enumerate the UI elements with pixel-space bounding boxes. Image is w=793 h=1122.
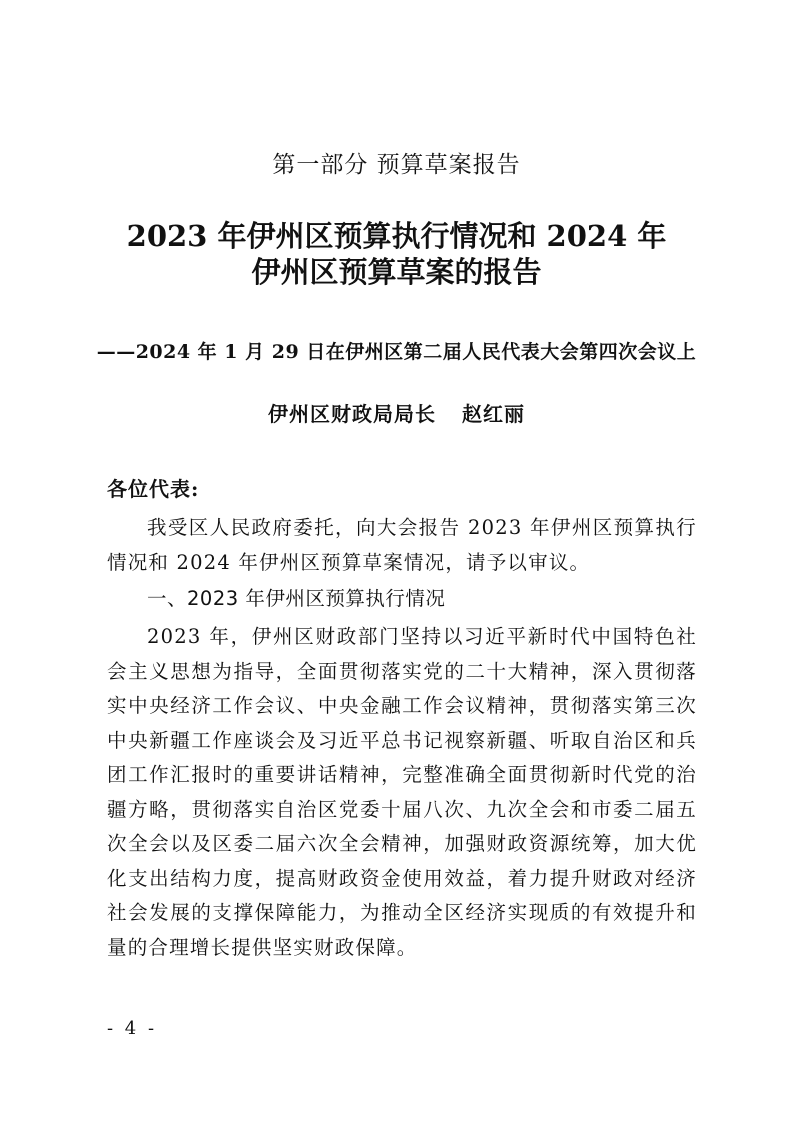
author-title: 伊州区财政局局长 <box>268 402 436 426</box>
title-line-1: 2023 年伊州区预算执行情况和 2024 年 <box>126 219 667 253</box>
section-heading: 一、2023 年伊州区预算执行情况 <box>147 587 446 610</box>
author-line <box>0 398 793 427</box>
salutation: 各位代表: <box>107 477 200 501</box>
title-line-2: 伊州区预算草案的报告 <box>251 255 542 289</box>
paragraph-body: 2023 年，伊州区财政部门坚持以习近平新时代中国特色社会主义思想为指导，全面贯彻落实党的二十大精神，深入贯彻落实中央经济工作会议、中央金融工作会议精神，贯彻落实第三次中央新疆工作座谈会及习近平总书记视察新疆、听取自治区和兵团工作汇报时的重要讲话精神，完整准确全面贯彻新时代党的治疆方略，贯彻落实自治区党委十届八次、九次全会和市委二届五次全会以及区委二届六次全会精神，加强财政资源统筹，加大优化支出结构力度，提高财政资金使用效益，着力提升财政对经济社会发展的支撑保障能力，为推动全区经济实现质的有效提升和量的合理增长提供坚实财政保障。 <box>107 625 697 959</box>
report-title <box>0 218 793 290</box>
author-name: 赵红丽 <box>462 402 525 426</box>
paragraph-intro: 我受区人民政府委托，向大会报告 2023 年伊州区预算执行情况和 2024 年伊州区预算草案情况，请予以审议。 <box>107 516 697 574</box>
section-label: 第一部分 预算草案报告 <box>272 152 521 178</box>
report-subtitle: ——2024 年 1 月 29 日在伊州区第二届人民代表大会第四次会议上 <box>96 341 697 363</box>
page-number: - 4 - <box>107 1018 158 1039</box>
